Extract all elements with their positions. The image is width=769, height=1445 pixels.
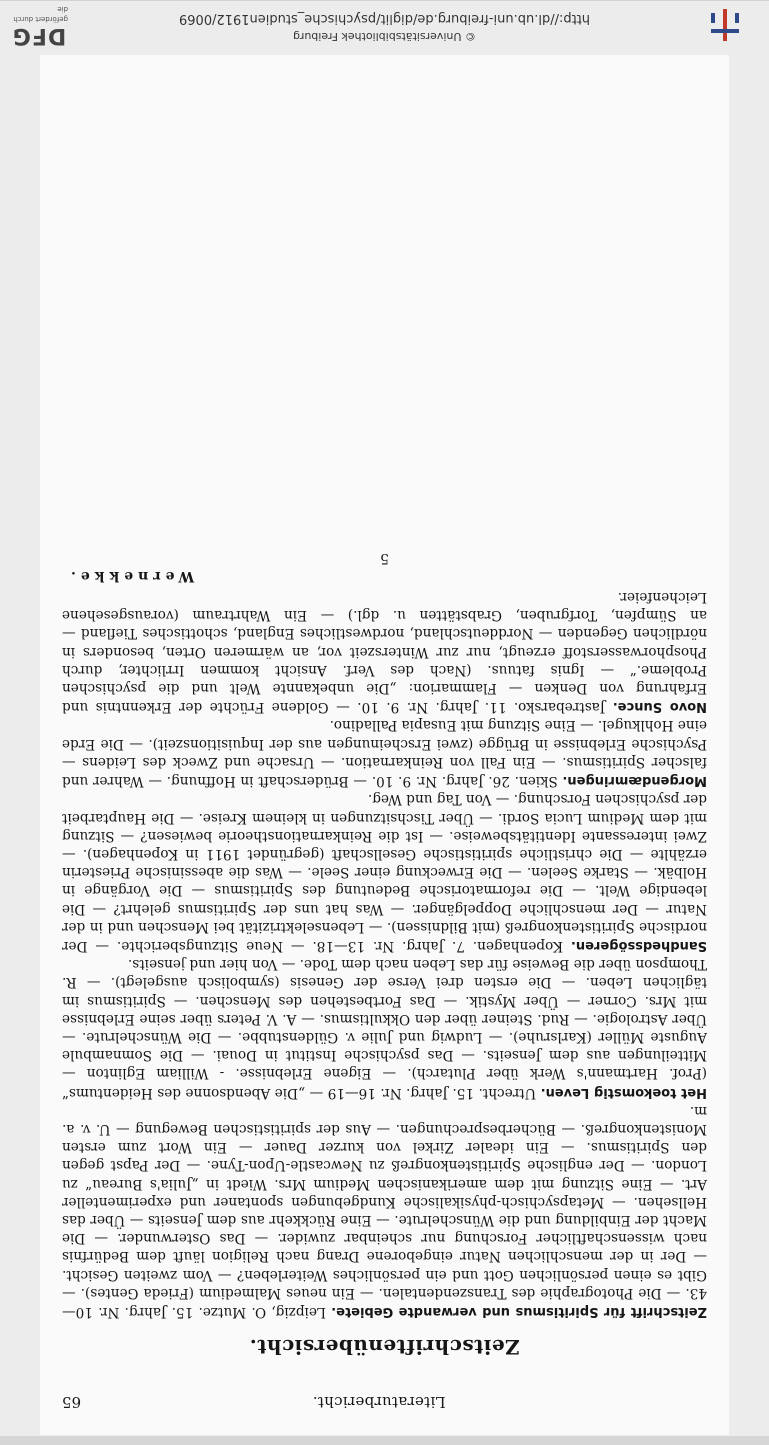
page-content	[62, 550, 707, 1411]
journal-contents: Leipzig, O. Mutze. 15. Jahrg. Nr. 10—43. — Die Photographie des Transzendentalen. — Ein neues Malmedium (Frieda Gentes). — Gibt es einen persönlichen Gott und ein persönliches Weiterleben? — Vom zweiten Gesicht. — Der in der menschlichen Natur eingeborene Drang nach Religion läuft dem Bedürfnis nach wissenschaftlicher Forschung nur scheinbar zuwider. — Das Osterwunder. — Die Macht der Einbildung und die Wünschelrute. — Eine Rückkehr aus dem Jenseits — Über das Hellsehen. — Metapsychisch-physikalische Kundgebungen spontaner und experimenteller Art. — Eine Sitzung mit dem amerikanischen Medium Mrs. Wiedt in „Julia's Bureau“ zu London. — Der englische Spiritistenkongreß zu Newcastle-Upon-Tyne. — Der Papst gegen den Spiritismus. — Ein idealer Zirkel von kurzer Dauer — Ein Wort zum ersten Monistenkongreß. — Bücherbesprechungen. — Aus der spiritistischen Bewegung — U. v. a. m.	[62, 1102, 707, 1320]
journal-contents: Utrecht. 15. Jahrg. Nr. 16—19 — „Die Abendsonne des Heidentums“ (Prof. Hartmann's Werk über Plutarch). — Eigene Erlebnisse. - William Eglinton — Mitteilungen aus dem Jenseits. — Das psychische Institut in Douai. — Die Somnambule Auguste Müller (Karlsruhe). — Ludwig und Julie v. Güldenstubbe. — Die Wünschelrute. — Über Astrologie. — Rud. Steiner über den Okkultismus. — A. V. Peters über seine Erlebnisse mit Mrs. Corner — Über Mystik. — Das Fortbestehen des Menschen. — Spiritismus im täglichen Leben. — Die ersten drei Verse der Genesis (symbolisch ausgelegt). — R. Thompson über die Beweise für das Leben nach dem Tode. — Von hier und jenseits.	[62, 956, 707, 1101]
section-title: Zeitschriftenübersicht.	[249, 1335, 520, 1359]
journal-name: Zeitschrift für Spiritismus und verwandte Gebiete.	[331, 1304, 707, 1319]
journal-name: Het toekomstig Leven.	[540, 1084, 707, 1100]
page-number: 65	[62, 1393, 82, 1411]
journal-entry	[62, 716, 707, 790]
author-signature: Wernekke.	[66, 567, 195, 584]
viewer-footer-strip	[0, 1436, 769, 1445]
journal-name: Morgendæmringen.	[562, 773, 707, 789]
journal-entry	[62, 955, 707, 1102]
dfg-logo	[10, 4, 68, 46]
ub-logo-graphic	[705, 7, 745, 43]
dfg-logo-text: DFG	[11, 23, 67, 48]
copyright-notice: © Universitätsbibliothek Freiburg	[293, 30, 476, 43]
document-url[interactable]: http://dl.ub.uni-freiburg.de/diglit/psychische_studien1912/0069	[178, 11, 591, 26]
running-head-title: Literaturbericht.	[312, 1393, 446, 1411]
viewer-header-bar	[0, 0, 769, 49]
dfg-logo-subtext: gefördert durch die	[13, 5, 68, 23]
journal-entry	[62, 588, 707, 716]
journal-contents: Kopenhagen. 7. Jahrg. Nr. 13—18. — Neue Sitzungsberichte. — Der nordische Spiritistenkongreß (mit Bildnissen). — Lebenselektrizität bei Menschen und in der Natur — Der menschliche Doppelgänger. — Was hat uns der Spiritismus gelehrt? — Die lebendige Welt. — Die reformatorische Bedeutung des Spiritismus — Die Vorgänge in Holbäk. — Starke Seelen. — Die Erweckung einer Seele. — Was die abessinische Priesterin erzählte — Die christliche spiritistische Gesellschaft (gegründet 1911 in Kopenhagen). — Zwei interessante Identitätsbeweise. — Ist die Reinkarnationstheorie bewiesen? — Sitzung mit dem Medium Lucia Sordi. — Über Tischsitzungen in kleinem Kreise. — Die Hauptarbeit der psychischen Forschung. — Von Tag und Weg.	[62, 791, 707, 954]
journal-entry	[62, 790, 707, 955]
journal-contents: Skien. 26. Jahrg. Nr. 9. 10. — Brüderschaft in Hoffnung. — Wahrer und falscher Spiritismus. — Ein Fall von Reinkarnation. — Ursache und Zweck des Leidens — Psychische Erlebnisse in Brügge (zwei Erscheinungen aus der Inquisitionszeit). — Die Erde eine Hohlkugel. — Eine Sitzung mit Eusapia Palladino.	[62, 717, 707, 790]
journal-entry	[62, 1102, 707, 1321]
journal-name: Sandhedssögeren.	[570, 937, 707, 953]
scanned-page	[40, 55, 729, 1435]
signature-mark: 5	[380, 549, 389, 566]
journal-contents: Jastrebarsko. 11. Jahrg. Nr. 9. 10. — Goldene Früchte der Erkenntnis und Erfahrung von Denken — Flammarion: „Die unbekannte Welt und die psychischen Probleme.“ — Ignis fatuus. (Nach des Verf. Ansicht kommen Irrlichter, durch Phosphorwasserstoff erzeugt, nur zur Winterszeit vor, an wärmeren Orten, besonders in nördlichen Gegenden — Norddeutschland, nordwestliches England, schottisches Tiefland — an Sümpfen, Torfgruben, Grabstätten u. dgl.) — Ein Wahrtraum (vorausgesehene Leichenfeier.	[62, 589, 707, 716]
journal-name: Novo Sunce.	[612, 699, 707, 715]
ub-freiburg-logo-icon	[695, 7, 755, 43]
running-head	[62, 1393, 707, 1411]
